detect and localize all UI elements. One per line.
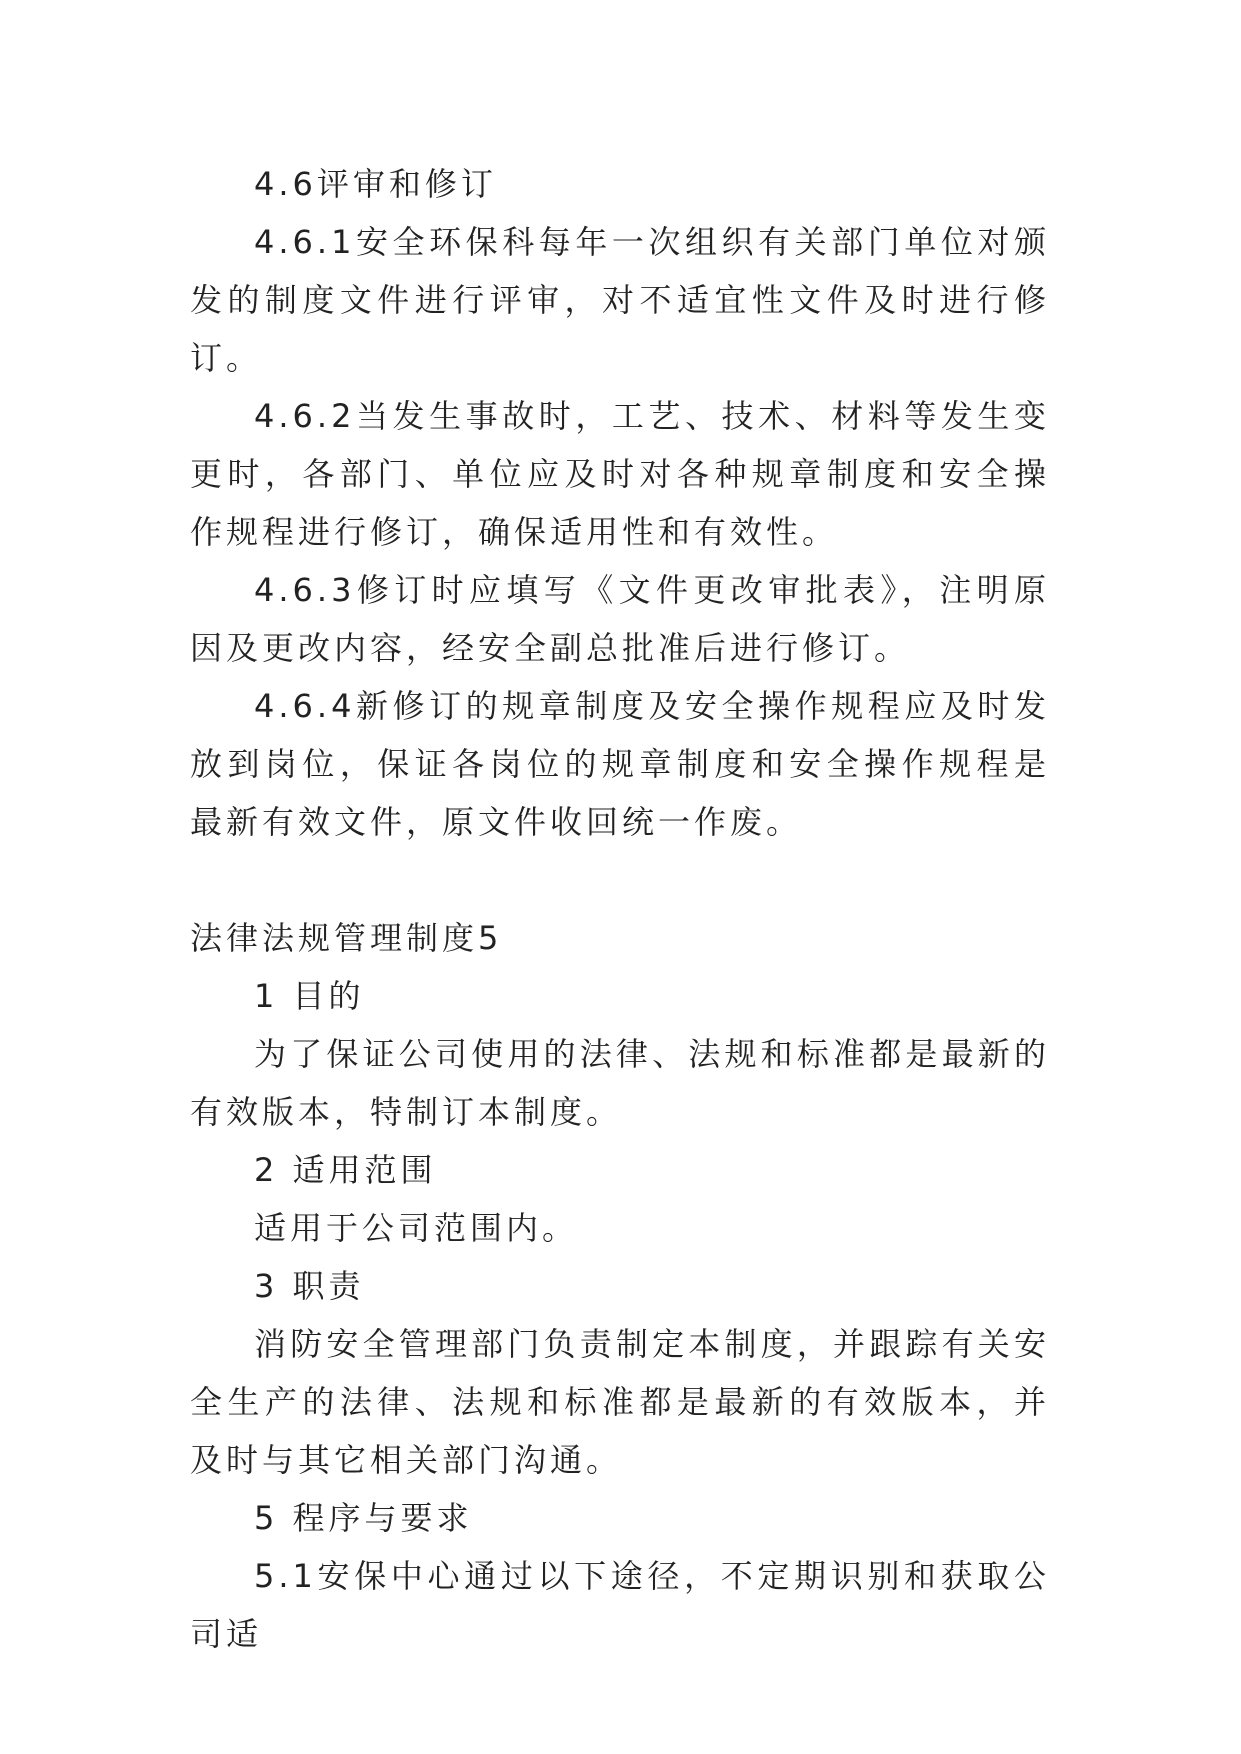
paragraph-4-6-1: 4.6.1安全环保科每年一次组织有关部门单位对颁发的制度文件进行评审，对不适宜性文件及时进行修订。	[190, 223, 1050, 377]
paragraph-purpose: 为了保证公司使用的法律、法规和标准都是最新的有效版本，特制订本制度。	[190, 1035, 1050, 1131]
paragraph-responsibility: 消防安全管理部门负责制定本制度，并跟踪有关安全生产的法律、法规和标准都是最新的有效版本，并及时与其它相关部门沟通。	[190, 1325, 1050, 1479]
section-spacer	[190, 851, 1050, 909]
paragraph-5-1: 5.1安保中心通过以下途径，不定期识别和获取公司适	[190, 1557, 1050, 1653]
heading-responsibility: 3 职责	[254, 1267, 365, 1305]
paragraph-4-6-2: 4.6.2当发生事故时，工艺、技术、材料等发生变更时，各部门、单位应及时对各种规章制度和安全操作规程进行修订，确保适用性和有效性。	[190, 397, 1050, 551]
heading-purpose: 1 目的	[254, 977, 365, 1015]
heading-scope: 2 适用范围	[254, 1151, 437, 1189]
heading-4-6: 4.6评审和修订	[254, 165, 497, 203]
paragraph-4-6-4: 4.6.4新修订的规章制度及安全操作规程应及时发放到岗位，保证各岗位的规章制度和安全操作规程是最新有效文件，原文件收回统一作废。	[190, 687, 1050, 841]
section-title: 法律法规管理制度5	[190, 919, 503, 957]
heading-procedure: 5 程序与要求	[254, 1499, 473, 1537]
document-body	[190, 155, 1050, 1663]
paragraph-4-6-3: 4.6.3修订时应填写《文件更改审批表》，注明原因及更改内容，经安全副总批准后进行修订。	[190, 571, 1050, 667]
paragraph-scope: 适用于公司范围内。	[254, 1209, 579, 1247]
